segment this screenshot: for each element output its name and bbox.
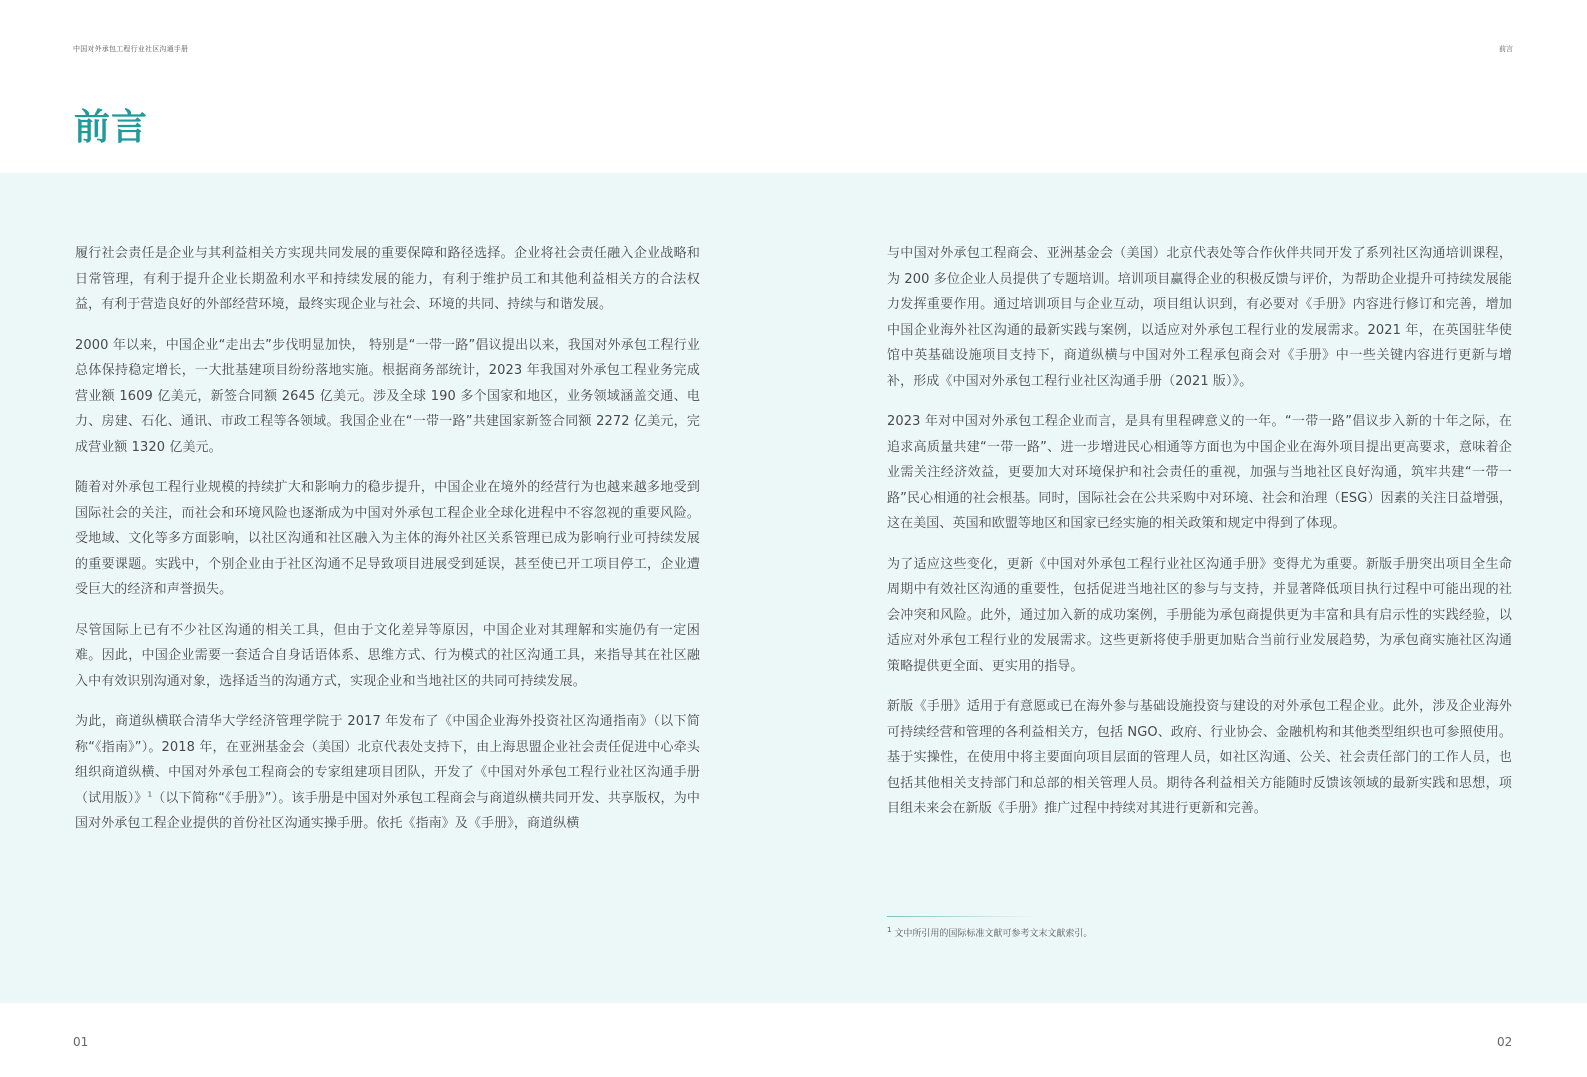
paragraph-text: （以下简称“《手册》”）。该手册是中国对外承包工程商会与商道纵横共同开发、共享版权，为中国对外承包工程企业提供的首份社区沟通实操手册。依托《指南》及《手册》，商道纵横 xyxy=(75,790,700,831)
right-column xyxy=(887,241,1512,837)
footnote-reference: 1 xyxy=(147,790,153,799)
paragraph-with-footnote-ref xyxy=(75,709,700,837)
footnote-divider xyxy=(887,916,1037,917)
paragraph: 2023 年对中国对外承包工程企业而言，是具有里程碑意义的一年。“一带一路”倡议步入新的十年之际，在追求高质量共建“一带一路”、进一步增进民心相通等方面也为中国企业在海外项目提出更高要求，意味着企业需关注经济效益，更要加大对环境保护和社会责任的重视，加强与当地社区良好沟通，筑牢共建“一带一路”民心相通的社会根基。同时，国际社会在公共采购中对环境、社会和治理（ESG）因素的关注日益增强，这在美国、英国和欧盟等地区和国家已经实施的相关政策和规定中得到了体现。 xyxy=(887,414,1512,531)
paragraph: 尽管国际上已有不少社区沟通的相关工具，但由于文化差异等原因，中国企业对其理解和实施仍有一定困难。因此，中国企业需要一套适合自身话语体系、思维方式、行为模式的社区沟通工具，来指导其在社区融入中有效识别沟通对象，选择适当的沟通方式，实现企业和当地社区的共同可持续发展。 xyxy=(75,622,700,689)
footnote xyxy=(887,926,1092,939)
paragraph: 为了适应这些变化，更新《中国对外承包工程行业社区沟通手册》变得尤为重要。新版手册突出项目全生命周期中有效社区沟通的重要性，包括促进当地社区的参与与支持，并显著降低项目执行过程中可能出现的社会冲突和风险。此外，通过加入新的成功案例，手册能为承包商提供更为丰富和具有启示性的实践经验，以适应对外承包工程行业的发展需求。这些更新将使手册更加贴合当前行业发展趋势，为承包商实施社区沟通策略提供更全面、更实用的指导。 xyxy=(887,556,1512,674)
running-header-right: 前言 xyxy=(1499,45,1513,53)
paragraph: 2000 年以来，中国企业“走出去”步伐明显加快， 特别是“一带一路”倡议提出以来，我国对外承包工程行业总体保持稳定增长，一大批基建项目纷纷落地实施。根据商务部统计，2023 年我国对外承包工程业务完成营业额 1609 亿美元，新签合同额 2645 亿美元。涉及全球 190 多个国家和地区，业务领域涵盖交通、电力、房建、石化、通讯、市政工程等各领域。我国企业在“一带一路”共建国家新签合同额 2272 亿美元，完成营业额 1320 亿美元。 xyxy=(75,337,700,455)
page-number-left: 01 xyxy=(73,1035,89,1049)
footnote-marker: 1 xyxy=(887,926,892,934)
paragraph: 随着对外承包工程行业规模的持续扩大和影响力的稳步提升，中国企业在境外的经营行为也越来越多地受到国际社会的关注，而社会和环境风险也逐渐成为中国对外承包工程企业全球化进程中不容忽视的重要风险。受地域、文化等多方面影响，以社区沟通和社区融入为主体的海外社区关系管理已成为影响行业可持续发展的重要课题。实践中，个别企业由于社区沟通不足导致项目进展受到延误，甚至使已开工项目停工，企业遭受巨大的经济和声誉损失。 xyxy=(75,480,700,597)
left-column xyxy=(75,241,700,852)
paragraph: 与中国对外承包工程商会、亚洲基金会（美国）北京代表处等合作伙伴共同开发了系列社区沟通培训课程，为 200 多位企业人员提供了专题培训。培训项目赢得企业的积极反馈与评价，为帮助企业提升可持续发展能力发挥重要作用。通过培训项目与企业互动，项目组认识到，有必要对《手册》内容进行修订和完善，增加中国企业海外社区沟通的最新实践与案例，以适应对外承包工程行业的发展需求。2021 年，在英国驻华使馆中英基础设施项目支持下，商道纵横与中国对外工程承包商会对《手册》中一些关键内容进行更新与增补，形成《中国对外承包工程行业社区沟通手册（2021 版）》。 xyxy=(887,246,1512,389)
paragraph: 履行社会责任是企业与其利益相关方实现共同发展的重要保障和路径选择。企业将社会责任融入企业战略和日常管理，有利于提升企业长期盈利水平和持续发展的能力，有利于维护员工和其他利益相关方的合法权益，有利于营造良好的外部经营环境，最终实现企业与社会、环境的共同、持续与和谐发展。 xyxy=(75,246,700,312)
paragraph: 新版《手册》适用于有意愿或已在海外参与基础设施投资与建设的对外承包工程企业。此外，涉及企业海外可持续经营和管理的各利益相关方，包括 NGO、政府、行业协会、金融机构和其他类型组织也可参照使用。基于实操性，在使用中将主要面向项目层面的管理人员，如社区沟通、公关、社会责任部门的工作人员，也包括其他相关支持部门和总部的相关管理人员。期待各利益相关方能随时反馈该领域的最新实践和思想，项目组未来会在新版《手册》推广过程中持续对其进行更新和完善。 xyxy=(887,699,1512,816)
footnote-text: 文中所引用的国际标准文献可参考文末文献索引。 xyxy=(894,929,1093,939)
paragraph-text: 为此，商道纵横联合清华大学经济管理学院于 2017 年发布了《中国企业海外投资社区沟通指南》（以下简称“《指南》”）。2018 年，在亚洲基金会（美国）北京代表处支持下，由上海思盟企业社会责任促进中心牵头组织商道纵横、中国对外承包工程商会的专家组建项目团队，开发了《中国对外承包工程行业社区沟通手册（试用版）》 xyxy=(75,714,700,806)
running-header-left: 中国对外承包工程行业社区沟通手册 xyxy=(73,45,189,53)
page-number-right: 02 xyxy=(1497,1035,1513,1049)
page-title: 前言 xyxy=(74,107,149,148)
